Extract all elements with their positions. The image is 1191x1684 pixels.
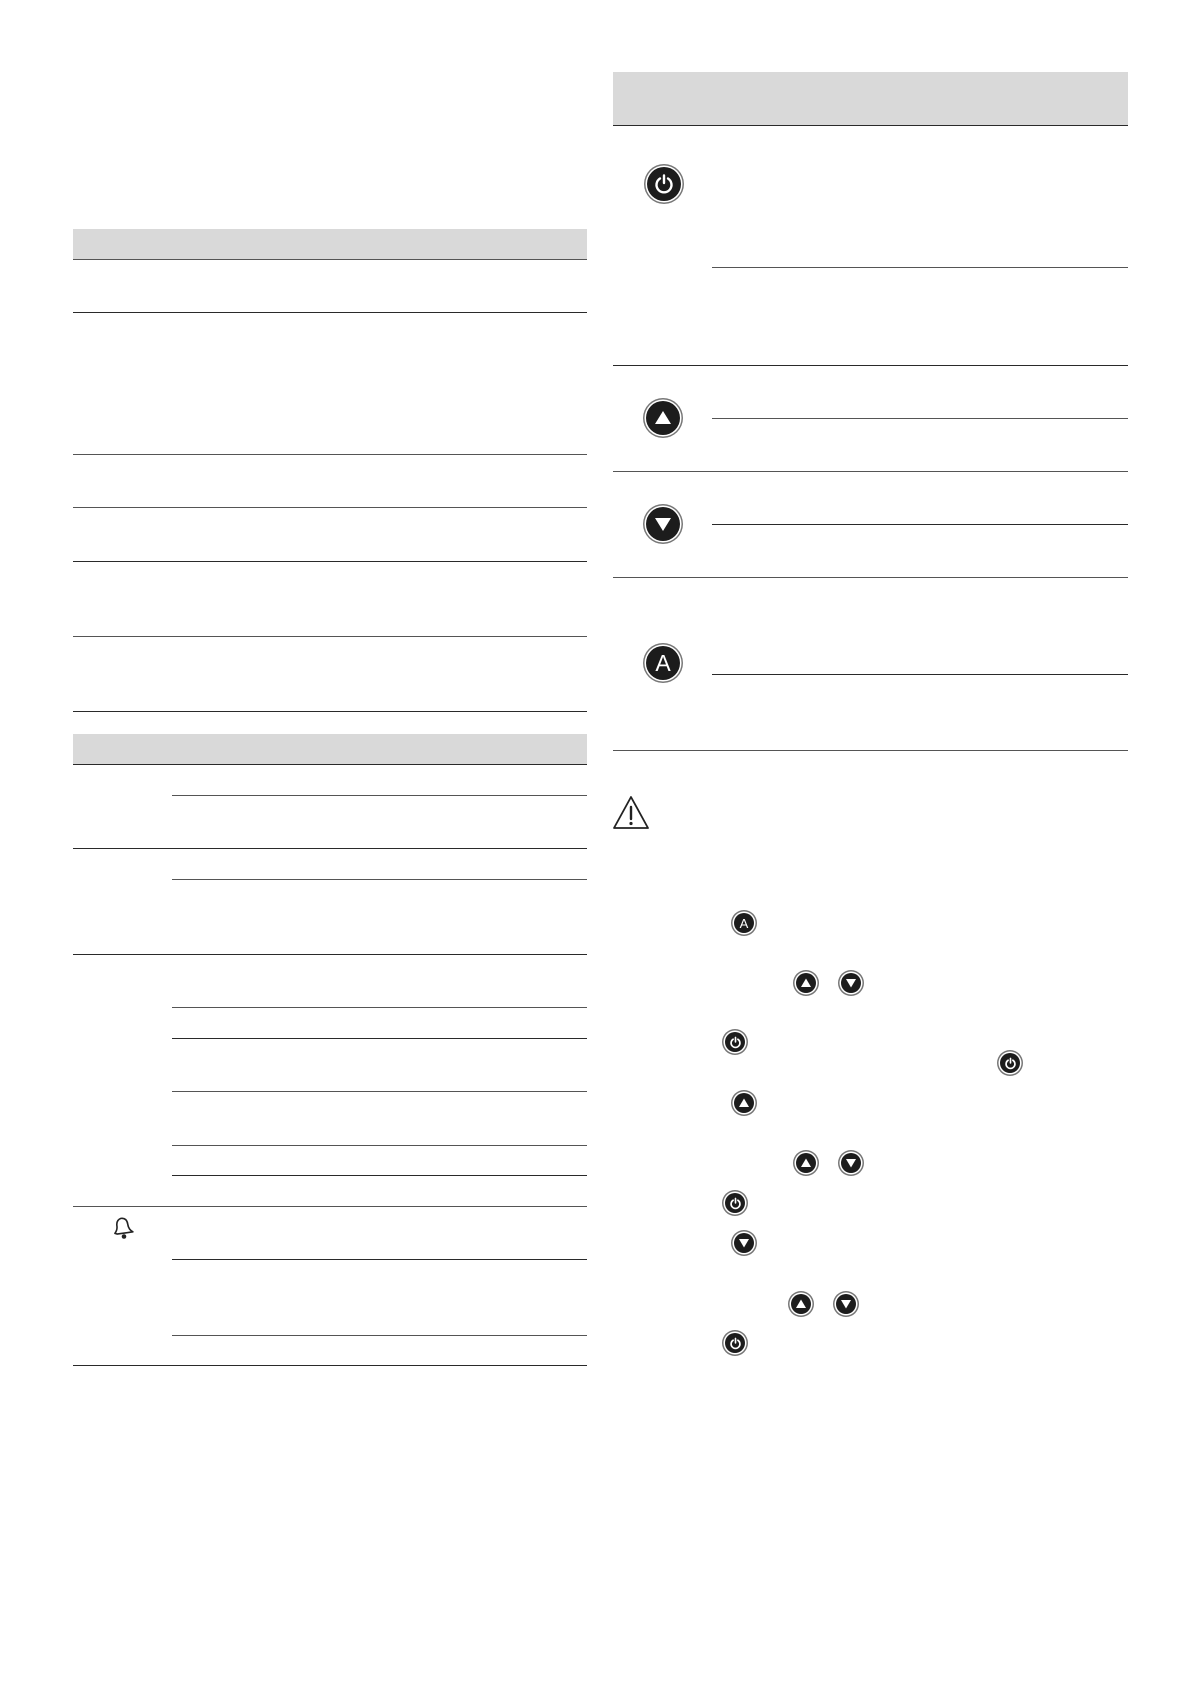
power-icon — [725, 1333, 745, 1353]
arrow-up-icon — [796, 1153, 816, 1173]
arrow-up-icon — [646, 401, 680, 435]
divider — [73, 454, 587, 455]
divider — [73, 312, 587, 313]
divider — [613, 365, 1128, 366]
arrow-down-icon — [841, 973, 861, 993]
power-icon — [725, 1032, 745, 1052]
divider — [73, 636, 587, 637]
divider — [712, 674, 1128, 675]
divider — [73, 954, 587, 955]
arrow-down-icon — [734, 1233, 754, 1253]
bell-icon — [110, 1214, 138, 1240]
auto-mode-letter: A — [655, 649, 671, 676]
divider — [613, 750, 1128, 751]
arrow-down-icon — [841, 1153, 861, 1173]
divider — [73, 1365, 587, 1366]
divider — [712, 524, 1128, 525]
divider — [613, 577, 1128, 578]
divider — [172, 879, 587, 880]
divider — [73, 507, 587, 508]
divider — [712, 418, 1128, 419]
auto-mode-icon — [646, 646, 680, 680]
left-table1-header-band — [73, 229, 587, 259]
divider — [73, 259, 587, 260]
divider — [172, 1259, 587, 1260]
arrow-down-icon — [836, 1294, 856, 1314]
power-icon — [1000, 1053, 1020, 1073]
divider — [172, 795, 587, 796]
divider — [613, 471, 1128, 472]
divider — [73, 711, 587, 712]
left-table2-header-band — [73, 734, 587, 764]
divider — [73, 1206, 587, 1207]
auto-mode-icon — [734, 913, 754, 933]
power-icon — [725, 1193, 745, 1213]
divider — [172, 1335, 587, 1336]
divider — [172, 1145, 587, 1146]
divider — [712, 267, 1128, 268]
divider — [73, 848, 587, 849]
arrow-up-icon — [791, 1294, 811, 1314]
arrow-down-icon — [646, 507, 680, 541]
power-icon — [647, 167, 681, 201]
arrow-up-icon — [796, 973, 816, 993]
auto-mode-letter: A — [739, 915, 749, 931]
divider — [613, 125, 1128, 126]
divider — [172, 1091, 587, 1092]
warning-triangle-icon — [612, 795, 650, 831]
divider — [172, 1007, 587, 1008]
arrow-up-icon — [734, 1093, 754, 1113]
divider — [172, 1175, 587, 1176]
divider — [172, 1038, 587, 1039]
divider — [73, 561, 587, 562]
right-table-header-band — [613, 72, 1128, 125]
divider — [73, 764, 587, 765]
